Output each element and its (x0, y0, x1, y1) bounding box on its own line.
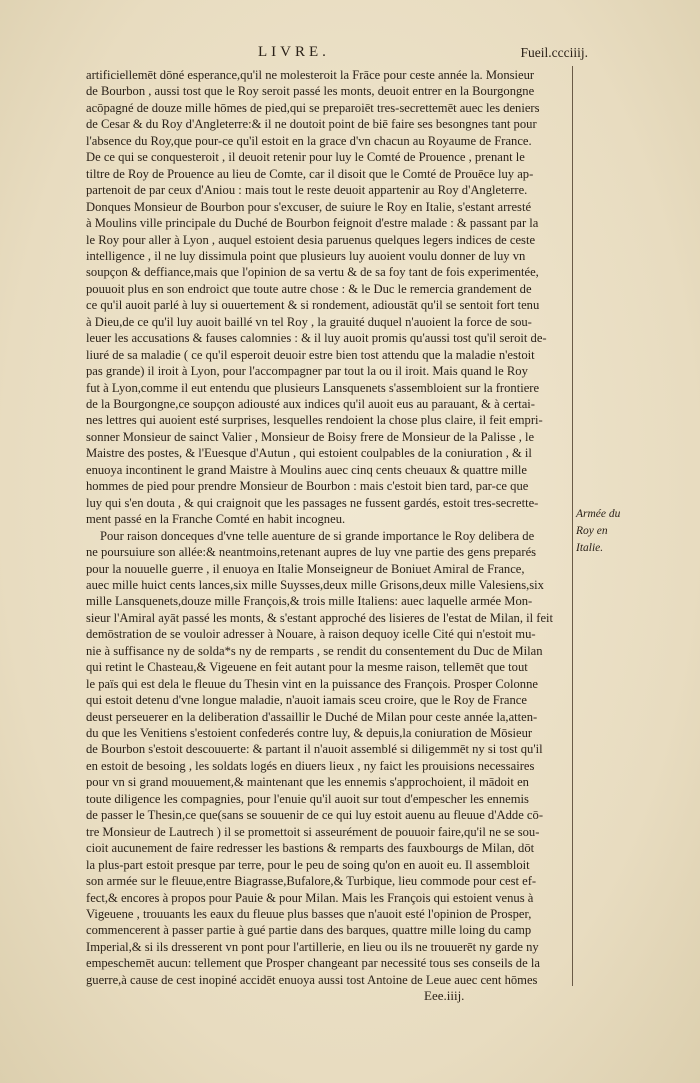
text-line: partenoit de par ceux d'Aniou : mais tout le reste deuoit appartenir au Roy d'Angleterre. (86, 183, 528, 198)
text-line: sieur l'Amiral ayāt passé les monts, & s'estant approché des lisieres de l'estat de Milan, il feit (86, 610, 554, 625)
text-line: de Cesar & du Roy d'Angleterre:& il ne doutoit point de biē faire ses besongnes tant pour (86, 117, 537, 132)
text-line: cioit aucunement de faire redresser les bastions & remparts des fauxbourgs de Milan, dōt (86, 841, 535, 856)
text-line: pour vn si grand mouuement,& maintenant que les ennemis s'approchoient, il mādoit en (86, 775, 529, 790)
text-line: le païs qui est dela le fleuue du Thesin vint en la puissance des François. Prosper Colonne (86, 676, 538, 691)
text-line: leuer les accusations & fauses calomnies : & il luy auoit promis qu'aussi tost qu'il seroit de- (86, 331, 547, 346)
text-line: deust perseuerer en la deliberation d'assaillir le Duché de Milan pour ceste année la,atten- (86, 709, 538, 724)
text-line: luy qui s'en douta , & qui craignoit que les passages ne fussent gardés, estoit tres-secrette- (86, 495, 539, 510)
text-line: demōstration de se vouloir adresser à Nouare, à raison dequoy icelle Cité qui n'estoit mu- (86, 627, 536, 642)
text-line: Donques Monsieur de Bourbon pour s'excuser, de suiure le Roy en Italie, s'estant arresté (86, 199, 532, 214)
text-line: acōpagné de douze mille hōmes de pied,qui se preparoiēt tres-secrettemēt auec les deniers (86, 100, 540, 115)
text-line: le Roy pour aller à Lyon , auquel estoient desia paruenus quelques legers indices de ceste (86, 232, 536, 247)
text-line: en estoit de besoing , les soldats logés en diuers lieux , ny faict les prouisions necessaires (86, 758, 535, 773)
text-line: tiltre de Roy de Prouence au lieu de Comte, car il disoit que le Comté de Prouēce luy ap- (86, 166, 534, 181)
body-text (86, 66, 573, 986)
text-line: artificiellemēt dōné esperance,qu'il ne molesteroit la Frāce pour ceste année la. Monsieur (86, 68, 535, 82)
text-line: pouuoit plus en son endroict que toute autre chose : & le Duc le remercia grandement de (86, 281, 532, 296)
text-line: Vigeuene , trouuants les eaux du fleuue plus basses que n'auoit esté l'opinion de Prosper, (86, 906, 532, 921)
text-line: ment passé en la Franche Comté en habit incogneu. (86, 512, 346, 527)
text-line: mille Lansquenets,douze mille François,& trois mille Italiens: auec laquelle armée Mon- (86, 594, 533, 609)
text-line: De ce qui se conquesteroit , il deuoit retenir pour luy le Comté de Prouence , prenant le (86, 150, 525, 165)
text-line: Pour raison donceques d'vne telle auenture de si grande importance le Roy delibera de (100, 528, 535, 543)
text-line: Imperial,& si ils dresserent vn pont pour l'artillerie, en lieu ou ils ne trouuerēt ny garde ny (86, 939, 539, 954)
signature-mark: Eee.iiij. (424, 988, 465, 1003)
text-line: son armée sur le fleuue,entre Biagrasse,Bufalore,& Turbique, lieu commode pour cest ef- (86, 874, 537, 889)
text-line: à Moulins ville principale du Duché de Bourbon feignoit d'estre malade : & passant par la (86, 216, 539, 231)
text-line: soupçon & deffiance,mais que l'opinion de sa vertu & de sa foy tant de fois experimentée, (86, 265, 539, 280)
text-line: toute diligence les compagnies, pour l'enuie qu'il auoit sur tout d'empescher les ennemis (86, 791, 529, 806)
margin-note (576, 506, 636, 557)
text-line: ne poursuiure son allée:& neantmoins,retenant aupres de luy vne partie des gens preparés (86, 545, 537, 560)
text-line: sonner Monsieur de sainct Valier , Monsieur de Boisy frere de Monsieur de la Palisse , le (86, 429, 535, 444)
text-line: Maistre des postes, & l'Euesque d'Autun , qui estoient coulpables de la coniuration , & il (86, 446, 532, 461)
text-line: pour la nouuelle guerre , il enuoya en Italie Monseigneur de Boniuet Amiral de France, (86, 561, 525, 576)
text-line: fect,& encores à propos pour Pauie & pour Milan. Mais les François qui estoient venus à (86, 890, 534, 905)
margin-note-line: Italie. (576, 542, 604, 554)
text-line: empeschemēt aucun: tellement que Prosper changeant par necessité tous ses conseils de la (86, 956, 540, 971)
folio-number: Fueil.ccciiij. (520, 45, 588, 60)
text-line: enuoya incontinent le grand Maistre à Moulins auec cinq cents cheuaux & quattre mille (86, 462, 527, 477)
text-line: nie à suffisance ny de solda*s ny de remparts , se rendit du consentement du Duc de Milan (86, 643, 543, 658)
text-line: de la Bourgongne,ce soupçon adiousté aux indices qu'il auoit eus au parauant, & à certai- (86, 397, 535, 411)
text-line: l'absence du Roy,que pour-ce qu'il estoit en la grace d'vn chacun au Royaume de France. (86, 133, 532, 148)
text-line: commencerent à passer partie à gué partie dans des barques, quattre mille loing du camp (86, 923, 532, 938)
text-line: de Bourbon , aussi tost que le Roy seroit passé les monts, deuoit entrer en la Bourgongne (86, 84, 535, 99)
text-line: liuré de sa maladie ( ce qu'il esperoit deuoir estre bien tost attendu que la maladie n'estoit (86, 347, 535, 362)
text-line: la plus-part estoit presque par terre, pour le peu de soing qu'on en auoit eu. Il assembloit (86, 857, 530, 872)
text-line: nes lettres qui auoient esté surprises, lesquelles rendoient la chose plus claire, il feit empri- (86, 413, 543, 428)
running-header (0, 44, 700, 66)
text-line: tre Monsieur de Lautrech ) il se promettoit si asseurément de pouuoir faire,qu'il ne se sou- (86, 824, 540, 839)
text-line: qui retint le Chasteau,& Vigeuene en feit autant pour la mesme raison, tellemēt que tout (86, 660, 528, 675)
running-title: LIVRE. (258, 44, 330, 60)
text-line: de Bourbon s'estoit descouuerte: & partant il n'auoit assemblé si diligemmēt ny si tost qu'il (86, 742, 543, 757)
text-line: hommes de pied pour prendre Monsieur de Bourbon : mais c'estoit bien tard, par-ce que (86, 479, 529, 494)
text-line: à Dieu,de ce qu'il luy auoit baillé vn tel Roy , la grauité duquel n'auoient la force de sou- (86, 314, 532, 329)
text-line: qui estoit detenu d'vne longue maladie, n'auoit iamais sceu croire, que le Roy de France (86, 693, 527, 708)
text-line: auec mille huict cents lances,six mille Suysses,deux mille Grisons,deux mille Valesiens,six (86, 577, 544, 592)
text-line: guerre,à cause de cest inopiné accidēt enuoya aussi tost Antoine de Leue auec cent hōmes (86, 972, 538, 987)
margin-note-line: Armée du (576, 508, 621, 520)
margin-note-line: Roy en (576, 525, 608, 537)
text-line: pas grande) il iroit à Lyon, pour l'accompagner par tout la ou il iroit. Mais quand le Roy (86, 364, 528, 379)
text-line: du que les Venitiens s'estoient confederés contre luy, & depuis,la coniuration de Mōsieur (86, 726, 533, 740)
text-line: intelligence , il ne luy dissimula point que plusieurs luy auoient voulu donner de luy vn (86, 248, 526, 263)
text-line: ce qu'il auoit parlé à luy si ouuertement & si rondement, adioustāt qu'il se sentoit fort tenu (86, 298, 540, 313)
text-line: de passer le Thesin,ce que(sans se souuenir de ce qui luy estoit auenu au fleuue d'Adde cō- (86, 808, 544, 823)
text-line: fut à Lyon,comme il eut entendu que plusieurs Lansquenets s'assembloient sur la frontiere (86, 380, 540, 395)
